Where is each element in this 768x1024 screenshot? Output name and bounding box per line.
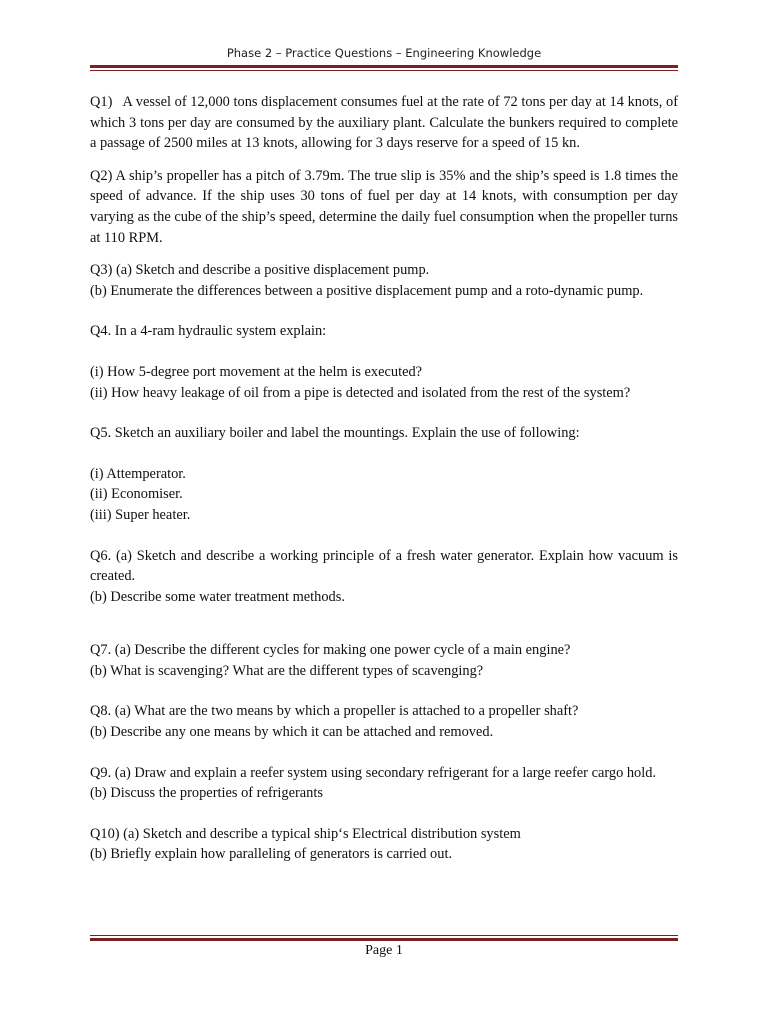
question-4-ii: (ii) How heavy leakage of oil from a pipe is detected and isolated from the rest of the system? (90, 384, 631, 401)
header-divider (90, 65, 678, 71)
question-5-intro: Q5. Sketch an auxiliary boiler and label the mountings. Explain the use of following: (90, 425, 580, 442)
page-header: Phase 2 – Practice Questions – Engineering Knowledge (226, 46, 542, 60)
question-4-i: (i) How 5-degree port movement at the helm is executed? (90, 363, 423, 380)
question-2: Q2) A ship’s propeller has a pitch of 3.79m. The true slip is 35% and the ship’s speed is 1.8 times the speed of advance. If the ship uses 30 tons of fuel per day at 14 knots, with consumption per day varying as the cube of the ship’s speed, determine the daily fuel consumption when the propeller turns at 110 RPM. (90, 167, 678, 246)
question-9a: Q9. (a) Draw and explain a reefer system using secondary refrigerant for a large reefer cargo hold. (90, 764, 657, 781)
page-number: Page 1 (365, 943, 403, 958)
question-8a: Q8. (a) What are the two means by which a propeller is attached to a propeller shaft? (90, 703, 579, 720)
question-9b: (b) Discuss the properties of refrigerants (90, 785, 323, 802)
footer-divider (90, 935, 678, 941)
question-7b: (b) What is scavenging? What are the different types of scavenging? (90, 662, 484, 679)
question-6b: (b) Describe some water treatment methods. (90, 588, 345, 605)
question-10a: Q10) (a) Sketch and describe a typical ship‘s Electrical distribution system (90, 825, 521, 842)
question-5-iii: (iii) Super heater. (90, 506, 191, 523)
document-body (90, 92, 682, 865)
question-6a: Q6. (a) Sketch and describe a working principle of a fresh water generator. Explain how vacuum is created. (90, 547, 678, 585)
question-10b: (b) Briefly explain how paralleling of generators is carried out. (90, 846, 453, 863)
question-5-ii: (ii) Economiser. (90, 486, 183, 503)
question-5-i: (i) Attemperator. (90, 465, 186, 482)
question-3a: Q3) (a) Sketch and describe a positive displacement pump. (90, 262, 430, 279)
question-7a: Q7. (a) Describe the different cycles for making one power cycle of a main engine? (90, 642, 571, 659)
question-1: Q1) A vessel of 12,000 tons displacement consumes fuel at the rate of 72 tons per day at 14 knots, of which 3 tons per day are consumed by the auxiliary plant. Calculate the bunkers required to complete a passage of 2500 miles at 13 knots, allowing for 3 days reserve for a speed of 15 kn. (90, 94, 682, 152)
question-8b: (b) Describe any one means by which it can be attached and removed. (90, 724, 494, 741)
question-4-intro: Q4. In a 4-ram hydraulic system explain: (90, 323, 327, 340)
question-3b: (b) Enumerate the differences between a positive displacement pump and a roto-dynamic pump. (90, 282, 644, 299)
